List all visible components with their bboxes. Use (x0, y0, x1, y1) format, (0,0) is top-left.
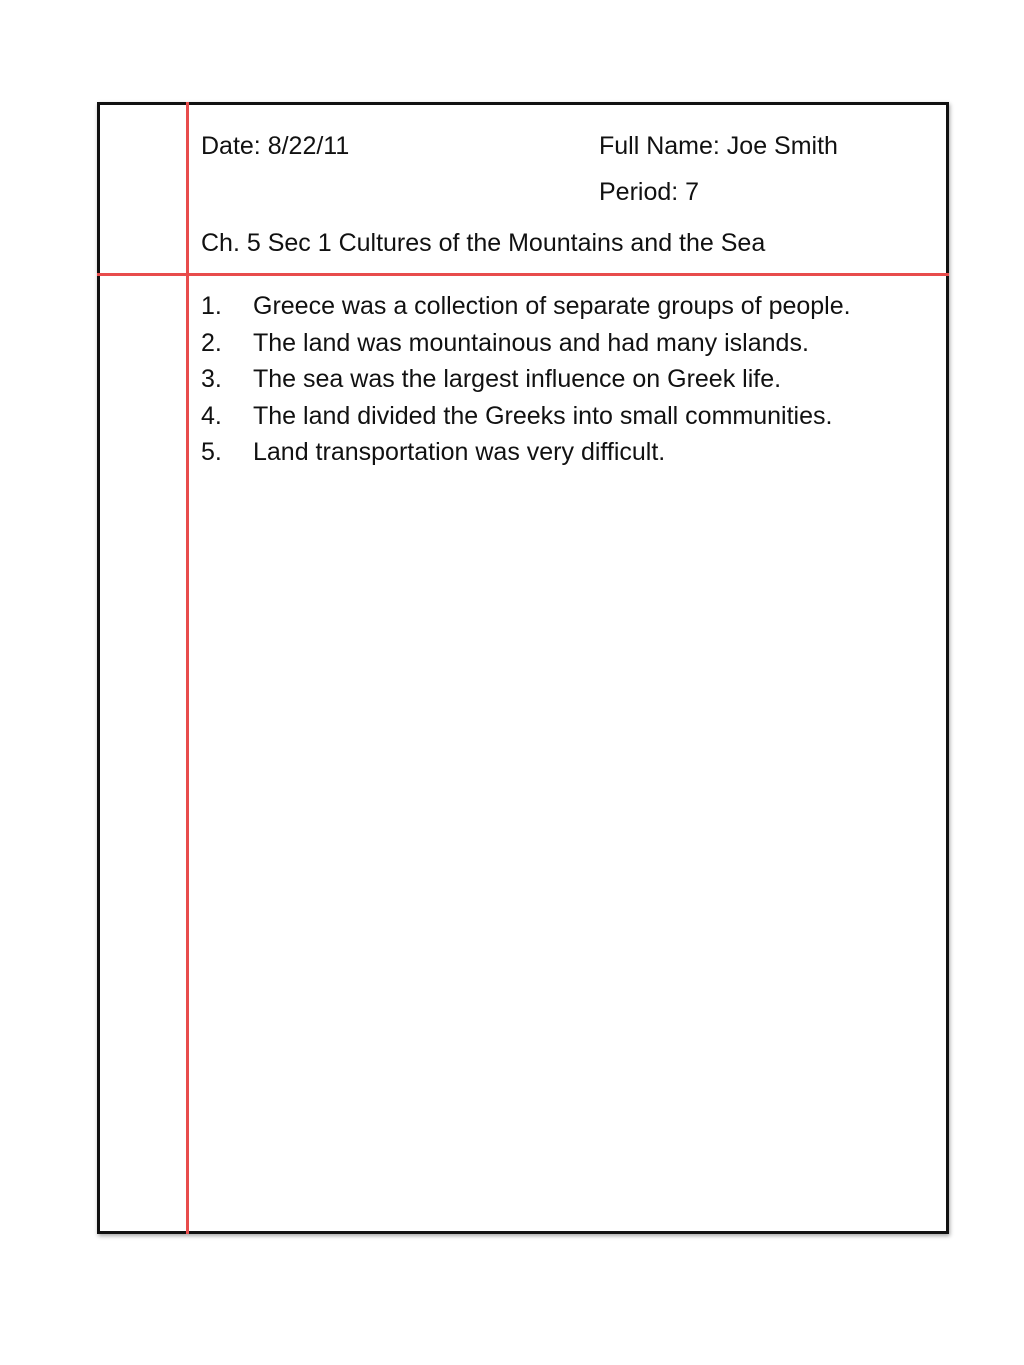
list-item (201, 434, 851, 471)
full-name-label: Full Name: Joe Smith (599, 132, 838, 160)
list-item (201, 325, 851, 362)
date-label: Date: 8/22/11 (201, 132, 350, 160)
list-item-number: 5. (201, 438, 222, 466)
list-item-number: 1. (201, 292, 222, 320)
list-item-text: The land was mountainous and had many islands. (253, 328, 809, 357)
list-item-text: Greece was a collection of separate groups of people. (253, 292, 851, 320)
list-item (201, 398, 851, 435)
list-item-text: The sea was the largest influence on Greek life. (253, 365, 782, 393)
section-title: Ch. 5 Sec 1 Cultures of the Mountains and the Sea (201, 229, 766, 257)
period-label: Period: 7 (599, 178, 700, 206)
notes-list (201, 288, 851, 471)
list-item-number: 2. (201, 328, 222, 357)
list-item-text: The land divided the Greeks into small communities. (253, 401, 833, 430)
red-header-line (97, 273, 949, 276)
list-item-text: Land transportation was very difficult. (253, 438, 666, 466)
list-item (201, 361, 851, 398)
list-item-number: 3. (201, 365, 222, 393)
red-margin-line (186, 102, 189, 1234)
notebook-page (97, 102, 949, 1234)
list-item-number: 4. (201, 401, 222, 430)
list-item (201, 288, 851, 325)
